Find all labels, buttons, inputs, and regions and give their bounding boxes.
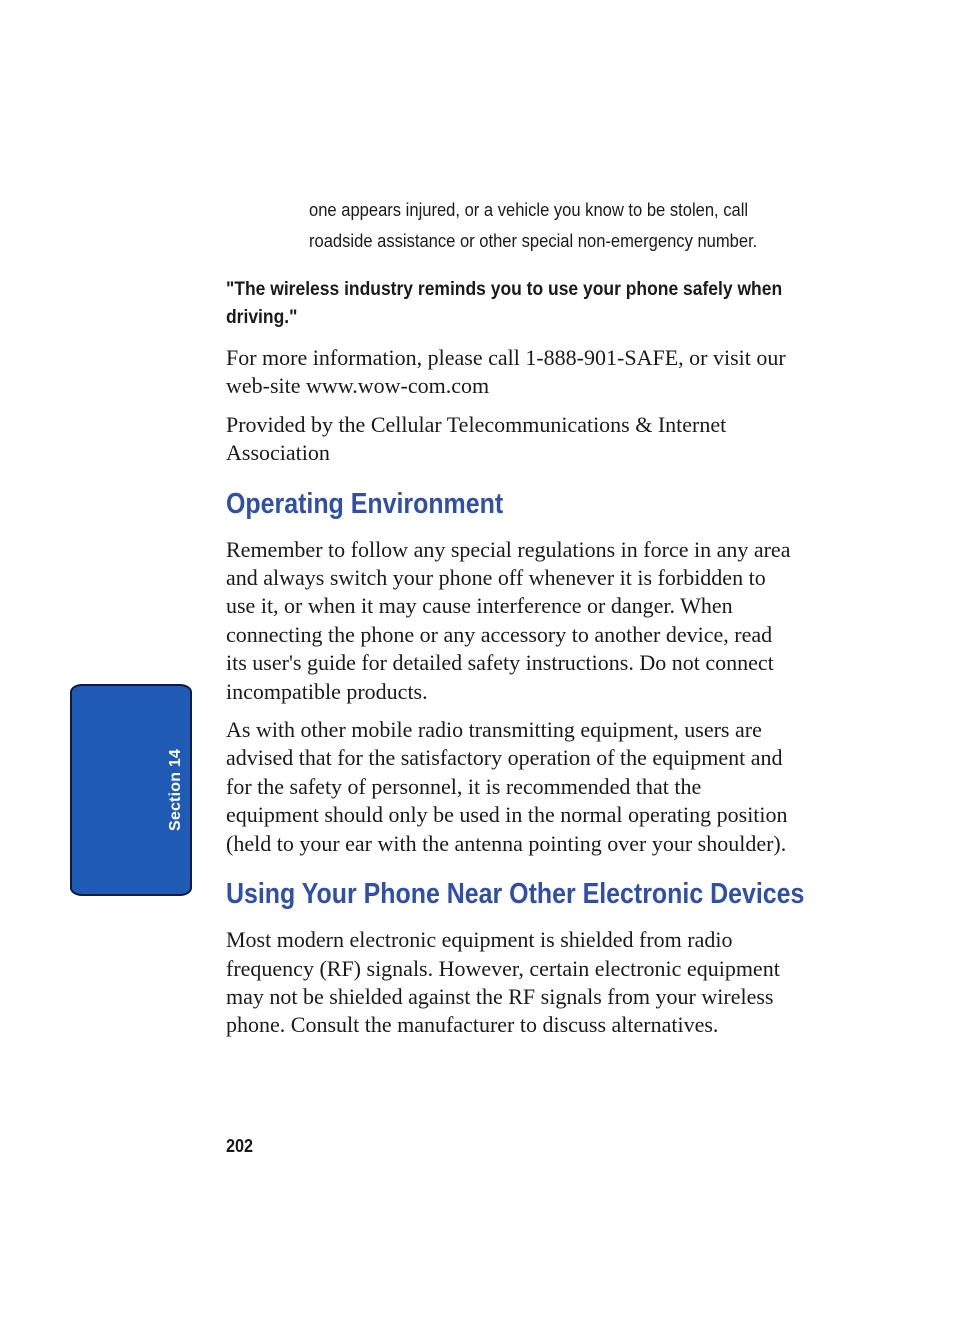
page-content <box>226 195 805 1050</box>
safety-quote: "The wireless industry reminds you to use your phone safely when driving." <box>226 279 783 328</box>
heading-operating-environment: Operating Environment <box>226 487 504 520</box>
operating-environment-paragraph-2: As with other mobile radio transmitting equipment, users are advised that for the satisfactory operation of the equipment and for the safety of personnel, it is recommended that the equipment should only be used in the normal operating position (held to your ear with the antenna pointing over your shoulder). <box>226 717 788 856</box>
operating-environment-paragraph-1: Remember to follow any special regulations in force in any area and always switch your phone off whenever it is forbidden to use it, or when it may cause interference or danger. When connecting the phone or any accessory to another device, read its user's guide for detailed safety instructions. Do not connect incompatible products. <box>226 536 791 704</box>
info-paragraph: For more information, please call 1-888-901-SAFE, or visit our web-site www.wow-com.com <box>226 345 786 399</box>
heading-electronic-devices: Using Your Phone Near Other Electronic Devices <box>226 878 805 911</box>
section-tab-label: Section 14 <box>167 748 184 832</box>
provided-by-paragraph: Provided by the Cellular Telecommunications & Internet Association <box>226 411 727 466</box>
electronic-devices-paragraph: Most modern electronic equipment is shielded from radio frequency (RF) signals. However, certain electronic equipment may not be shielded against the RF signals from your wireless phone. Consult the manufacturer to discuss alternatives. <box>226 927 780 1038</box>
page-number: 202 <box>226 1136 254 1156</box>
continuation-paragraph: one appears injured, or a vehicle you know to be stolen, call roadside assistance or other special non-emergency number. <box>309 200 758 251</box>
